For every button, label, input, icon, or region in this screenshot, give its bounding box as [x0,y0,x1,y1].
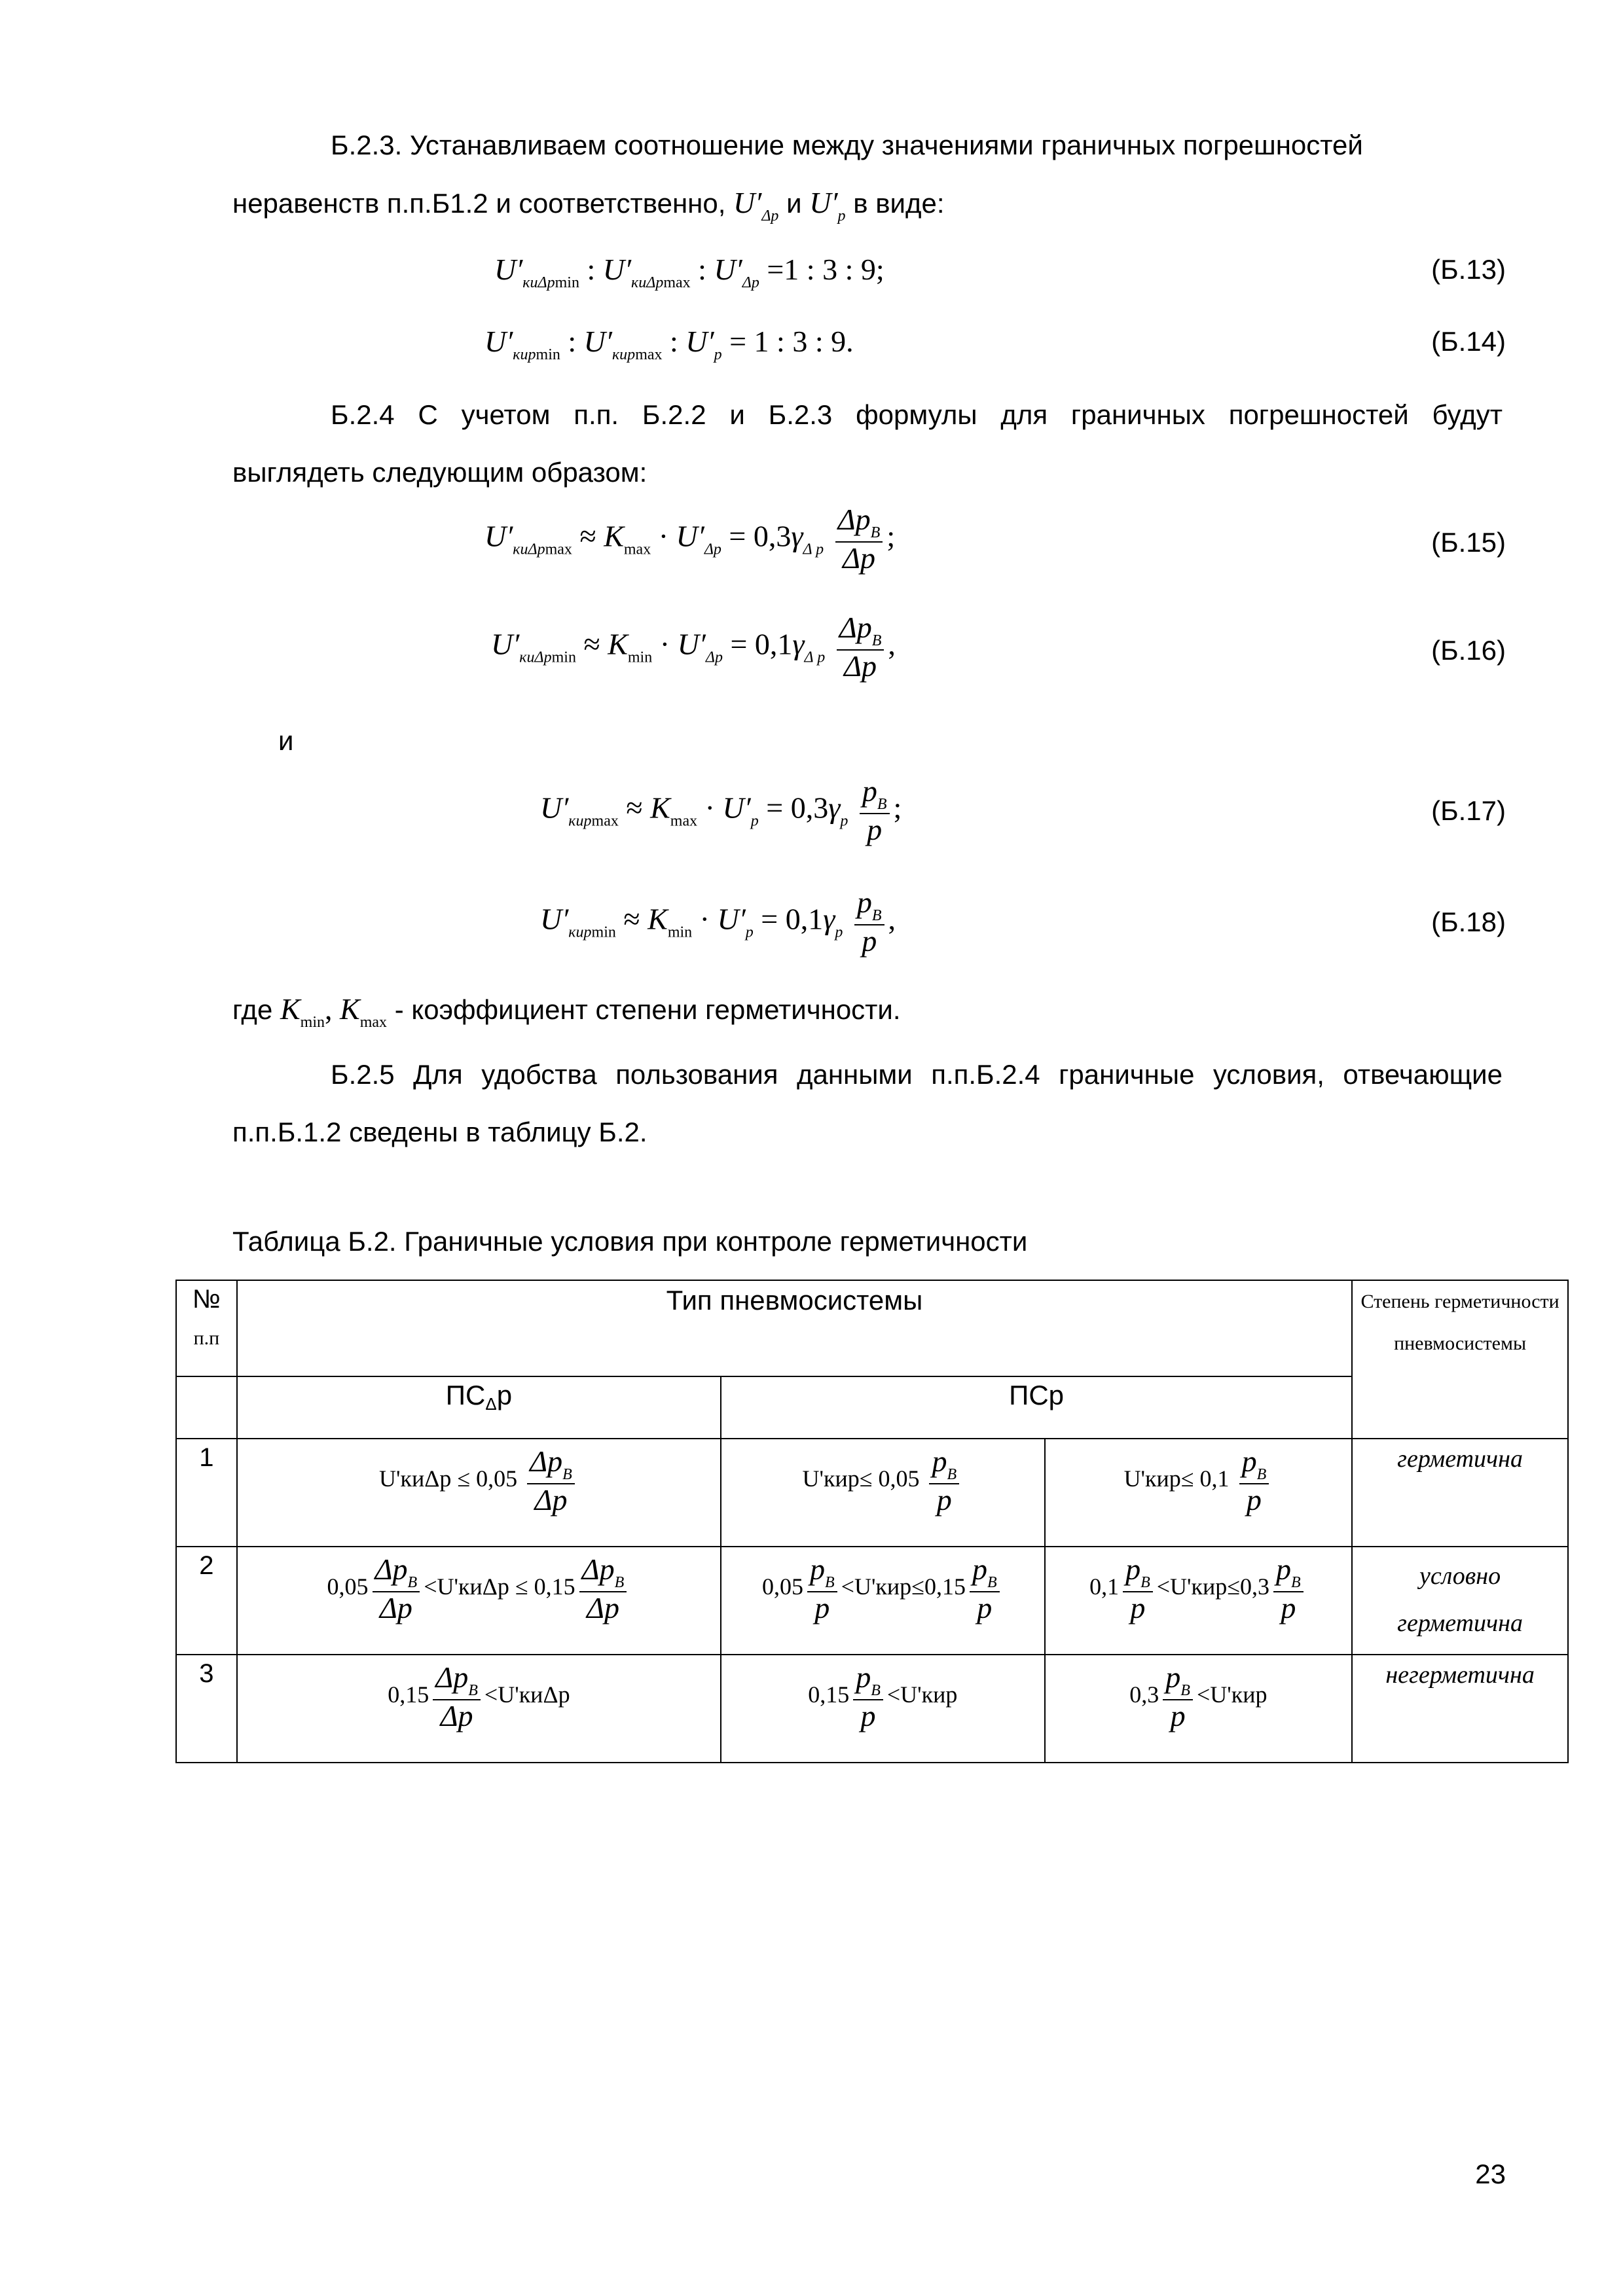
where-prefix: где [232,994,273,1025]
row1-degree-cell: герметична [1352,1439,1568,1547]
paragraph-b25-line1: Б.2.5 Для удобства пользования данными п.п.Б.2.4 граничные условия, отвечающие [331,1059,1503,1090]
where-text: - коэффициент степени герметичности. [394,994,901,1025]
row2-ps-dp-cell: 0,05 $\frac{\Delta p_B}{\Delta p}$ <U'киΔр ≤ 0,15 $\frac{\Delta p_B}{\Delta p}$ [237,1547,721,1655]
table-row [176,1655,1568,1763]
header-type-cell [237,1280,1352,1376]
paragraph-b23-line2-suffix: в виде: [853,188,945,219]
equation-b15-end: ; [886,519,896,553]
header-num-sub: п.п [193,1327,220,1349]
equation-b13-number: (Б.13) [1431,254,1506,285]
fraction-dpb-over-dp: $\frac{\Delta p_B}{\Delta p}$ [835,504,883,574]
equation-b13: $U'_{ки\Delta pmin}$ : $U'_{ки\Delta pmax}$ : $U'_{\Delta p} =1$ : 3 : 9; [494,253,884,291]
inline-formula-u-dp: $U'_{\Delta p}$ [733,186,779,224]
fraction-pb-over-p: $\frac{p_B}{p}$ [854,887,884,957]
header-type: Тип пневмосистемы [666,1285,923,1316]
where-line [232,982,901,1050]
equation-b16-number: (Б.16) [1431,635,1506,666]
equation-b15: $U'_{ки\Delta pmax} \approx K_{max} \cdot U'_{\Delta p} = 0,3\gamma_{\Delta p}$ $\frac{\Delta p_B}{\Delta p}$ ; [484,503,896,575]
fraction-pb-over-p: $\frac{p_B}{p}$ [860,776,890,846]
paragraph-b23-and: и [786,188,802,219]
row1-ps-dp-cell: U'киΔр ≤ 0,05 $\frac{\Delta p_B}{\Delta p}$ [237,1439,721,1547]
header-num: № [192,1285,221,1314]
boundary-conditions-table [175,1280,1569,1763]
equation-b18-number: (Б.18) [1431,906,1506,937]
equation-b16: $U'_{ки\Delta pmin} \approx K_{min} \cdot U'_{\Delta p} = 0,1\gamma_{\Delta p}$ $\frac{\Delta p_B}{\Delta p}$ , [491,611,896,683]
equation-b17-number: (Б.17) [1431,795,1506,826]
paragraph-b23-line2 [232,175,945,243]
equation-b14: $U'_{кирmin}$ : $U'_{кирmax}$ : $U'_p = 1$ : 3 : 9. [484,325,854,363]
equation-b14-number: (Б.14) [1431,326,1506,357]
row3-ps-p-cell-b: 0,3 $\frac{p_B}{p}$ <U'кир [1045,1655,1353,1763]
paragraph-b25-line2: п.п.Б.1.2 сведены в таблицу Б.2. [232,1117,647,1147]
inline-formula-u-p: $U'_p$ [809,186,846,224]
page-number: 23 [1475,2159,1506,2189]
table-header-row [176,1280,1568,1376]
subheader-ps-p-cell [721,1376,1352,1439]
header-degree-cell [1352,1280,1568,1439]
row3-degree-cell: негерметична [1352,1655,1568,1763]
subheader-ps-p: ПСр [1009,1380,1065,1410]
equation-b16-coef: = 0,1 [730,627,793,661]
equation-b13-ratio: =1 : 3 : 9; [767,253,884,286]
row2-degree-cell: условно герметична [1352,1547,1568,1655]
equation-b16-end: , [888,627,896,661]
inline-formula-k: $K_{min}$, $K_{max}$ [280,992,388,1031]
equation-b17-coef: = 0,3 [766,791,829,825]
header-degree: Степень герметичности пневмосистемы [1360,1291,1559,1354]
paragraph-b23-line2-prefix: неравенств п.п.Б1.2 и соответственно, [232,188,726,219]
conjunction-and: и [278,725,294,756]
row2-ps-p-cell-a: 0,05 $\frac{p_B}{p}$ <U'кир≤0,15 $\frac{p_B}{p}$ [721,1547,1045,1655]
row1-ps-p-cell-a: U'кир≤ 0,05 $\frac{p_B}{p}$ [721,1439,1045,1547]
paragraph-b24-line1: Б.2.4 С учетом п.п. Б.2.2 и Б.2.3 формулы для граничных погрешностей будут [331,399,1503,430]
table-row [176,1547,1568,1655]
equation-b15-coef: = 0,3 [729,519,792,553]
row3-ps-p-cell-a: 0,15 $\frac{p_B}{p}$ <U'кир [721,1655,1045,1763]
row-num-cell: 2 [176,1547,237,1655]
paragraph-b24-line2: выглядеть следующим образом: [232,457,647,488]
header-num-cell [176,1280,237,1376]
equation-b18-end: , [888,902,896,936]
equation-b14-ratio: = 1 : 3 : 9. [729,325,854,358]
equation-b18-coef: = 0,1 [761,902,824,936]
equation-b18: $U'_{кирmin} \approx K_{min} \cdot U'_p = 0,1\gamma_p$ $\frac{p_B}{p}$ , [540,886,896,958]
equation-b15-number: (Б.15) [1431,527,1506,558]
subheader-ps-dp: ПСΔр [445,1380,513,1414]
row3-ps-dp-cell: 0,15 $\frac{\Delta p_B}{\Delta p}$ <U'киΔр [237,1655,721,1763]
subheader-empty-cell [176,1376,237,1439]
paragraph-b23-line1: Б.2.3. Устанавливаем соотношение между значениями граничных погрешностей [331,130,1363,160]
equation-b17: $U'_{кирmax} \approx K_{max} \cdot U'_p = 0,3\gamma_p$ $\frac{p_B}{p}$ ; [540,774,902,847]
row2-ps-p-cell-b: 0,1 $\frac{p_B}{p}$ <U'кир≤0,3 $\frac{p_B}{p}$ [1045,1547,1353,1655]
table-caption: Таблица Б.2. Граничные условия при контроле герметичности [232,1226,1028,1257]
fraction-dpb-over-dp: $\frac{\Delta p_B}{\Delta p}$ [837,612,884,682]
row-num-cell: 3 [176,1655,237,1763]
subheader-ps-dp-cell [237,1376,721,1439]
row-num-cell: 1 [176,1439,237,1547]
equation-b17-end: ; [893,791,902,825]
table-row [176,1439,1568,1547]
row1-ps-p-cell-b: U'кир≤ 0,1 $\frac{p_B}{p}$ [1045,1439,1353,1547]
